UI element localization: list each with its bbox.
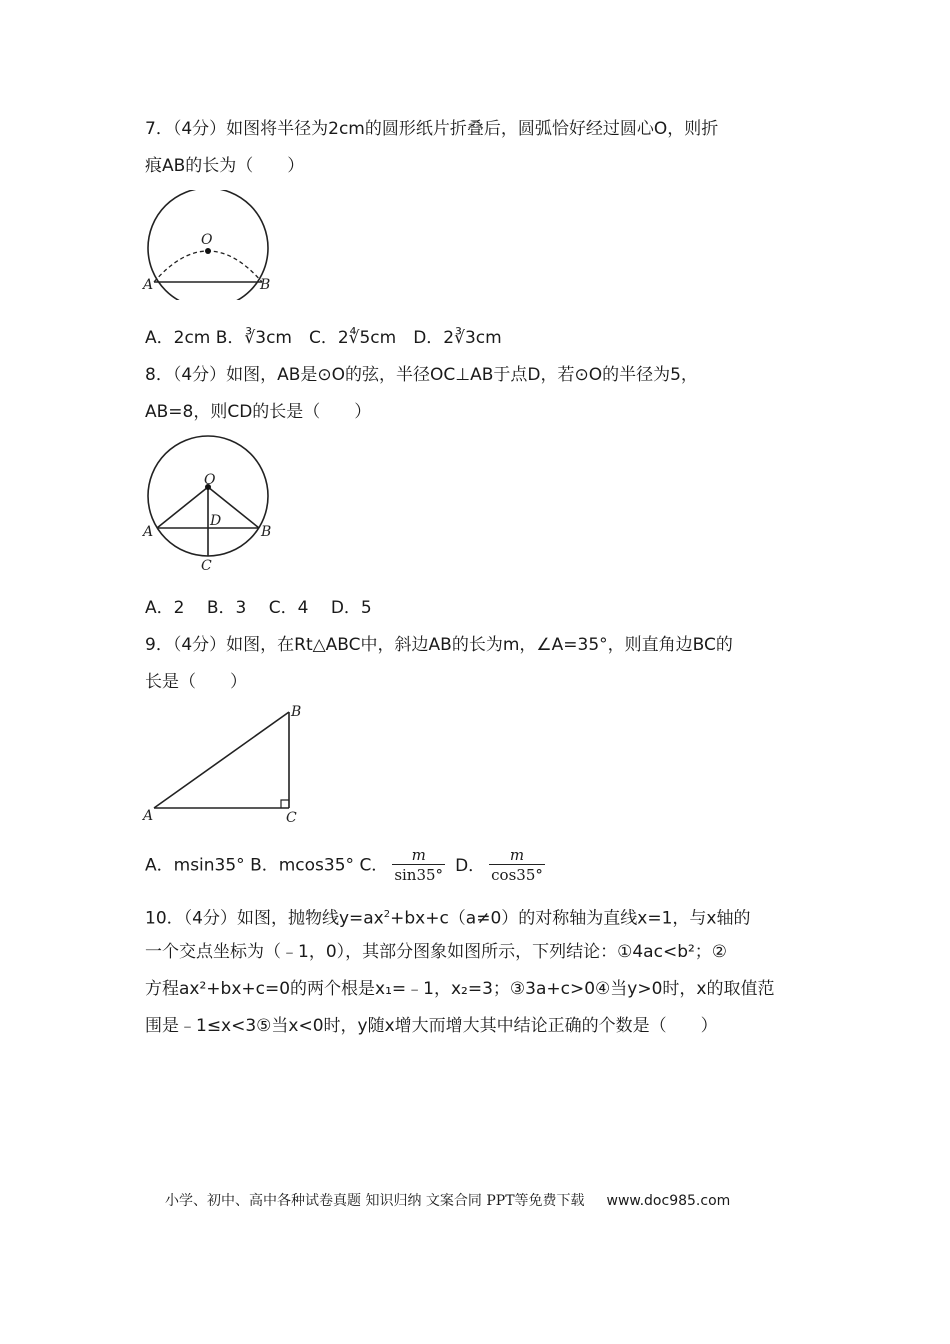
page-footer [165,1190,730,1210]
q8-label-a: A [143,524,154,540]
q8-options: A．2 B．3 C．4 D．5 [145,598,372,618]
q9-options [145,846,549,885]
q8-stem-line2: AB=8，则CD的长是（ ） [145,402,372,422]
q10-stem-line1-sup: 2 [383,909,391,920]
q9-label-c: C [286,810,297,826]
q8-label-d: D [210,513,222,529]
q9-fraction-d-num: m [489,846,545,865]
q8-figure [140,432,280,577]
q7-label-b: B [260,277,271,293]
q9-figure [140,698,320,828]
q7-stem-line2: 痕AB的长为（ ） [145,156,305,176]
q9-stem-line2: 长是（ ） [145,672,247,692]
q8-stem-line1: 8．（4分）如图，AB是⊙O的弦，半径OC⊥AB于点D，若⊙O的半径为5， [145,365,698,385]
q8-label-o: O [204,472,216,488]
q9-options-ab: A．msin35° B．mcos35° C． [145,855,389,876]
q7-figure [140,190,280,300]
q9-label-a: A [143,808,154,824]
q9-fraction-c-den: sin35° [394,866,444,884]
q10-stem-line1-a: 10．（4分）如图，抛物线y=ax [145,908,384,929]
q10-stem-line4: 围是﹣1≤x<3⑤当x<0时，y随x增大而增大其中结论正确的个数是（ ） [145,1016,718,1036]
q10-stem-line1 [145,904,750,930]
q9-label-b: B [291,704,302,720]
q7-label-a: A [143,277,154,293]
q10-stem-line3: 方程ax²+bx+c=0的两个根是x₁=﹣1，x₂=3；③3a+c>0④当y>0时，x的取值范 [145,979,775,999]
q10-stem-line2: 一个交点坐标为（﹣1，0），其部分图象如图所示，下列结论：①4ac<b²；② [145,942,728,962]
q8-label-c: C [201,558,212,574]
q9-fraction-c [392,846,445,885]
q7-label-o: O [201,232,213,248]
q7-options: A．2cm B．∛3cm C．2∜5cm D．2∛3cm [145,328,502,348]
q9-fraction-d [489,846,545,885]
q9-option-d-label: D． [455,855,486,876]
q9-fraction-c-num: m [392,846,445,865]
footer-text: 小学、初中、高中各种试卷真题 知识归纳 文案合同 PPT等免费下载 [165,1193,585,1209]
q7-stem-line1: 7．（4分）如图将半径为2cm的圆形纸片折叠后，圆弧恰好经过圆心O，则折 [145,119,719,139]
q9-stem-line1: 9．（4分）如图，在Rt△ABC中，斜边AB的长为m，∠A=35°，则直角边BC的 [145,635,733,655]
q10-stem-line1-b: +bx+c（a≠0）的对称轴为直线x=1，与x轴的 [390,908,751,929]
q9-fraction-d-den: cos35° [491,866,543,884]
q8-label-b: B [261,524,272,540]
footer-url[interactable]: www.doc985.com [606,1193,731,1209]
